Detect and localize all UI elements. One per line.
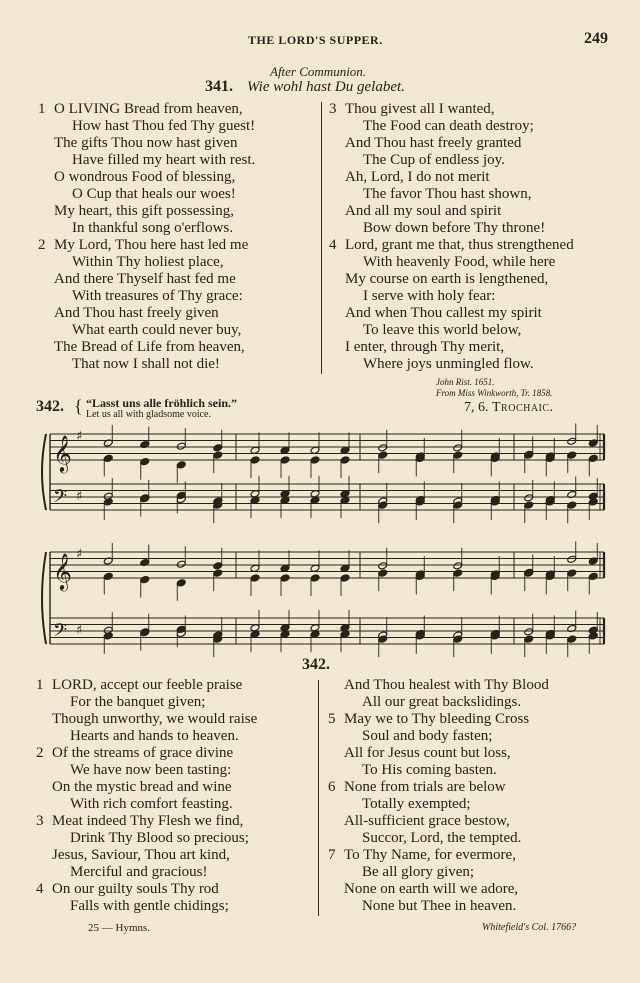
verse-text: And there Thyself hast fed me [54,271,236,287]
verse-text: Drink Thy Blood so precious; [70,830,249,846]
note-head [378,562,388,570]
verse-text: My Lord, Thou here hast led me [54,237,249,253]
verse-line [54,339,324,356]
tune-number: 342. [36,398,64,415]
verse-line [52,694,322,711]
note-head [524,451,534,459]
verse-line [54,203,324,220]
verse-line [36,813,322,830]
verse-number: 4 [36,881,44,897]
hymn-341-title [205,78,405,96]
note-head [453,451,463,459]
column-divider-2 [318,680,319,916]
note-head [453,569,463,577]
section-label: After Communion. [270,64,367,79]
running-title: THE LORD'S SUPPER. [248,33,383,47]
verse-text: And Thou healest with Thy Blood [344,677,549,693]
verse-text: The gifts Thou now hast given [54,135,238,151]
verse-line [344,728,609,745]
verse-line [38,101,324,118]
note-head [280,456,290,464]
verse-line [54,254,324,271]
note-head [567,501,577,509]
verse-number: 2 [38,237,46,253]
verse-text: Meat indeed Thy Flesh we find, [52,813,244,829]
column-divider [321,102,322,374]
note-head [340,456,350,464]
music-system-1 [36,422,608,534]
hymn-342-right-column [328,677,609,915]
note-head [103,454,113,462]
note-head [567,569,577,577]
verse-line [54,271,324,288]
meter-numbers: 7, 6. [464,400,489,415]
verse-text: And Thou hast freely granted [345,135,522,151]
verse-text: All our great backslidings. [362,694,522,710]
verse-text: Though unworthy, we would raise [52,711,258,727]
note-head [524,635,534,643]
tune-english-title: Let us all with gladsome voice. [86,409,211,420]
note-head [588,572,598,580]
hymn-342-source: Whitefield's Col. 1766? [482,922,577,933]
note-head [340,574,350,582]
verse-text: How hast Thou fed Thy guest! [72,118,256,134]
note-head [567,635,577,643]
verse-text: Ah, Lord, I do not merit [345,169,490,185]
verse-text: Totally exempted; [362,796,471,812]
verse-number: 1 [38,101,46,117]
note-head [213,444,223,452]
note-head [524,494,534,502]
verse-line [329,101,610,118]
verse-text: On our guilty souls Thy rod [52,881,219,897]
verse-text: My heart, this gift possessing, [54,203,234,219]
verse-number: 3 [36,813,44,829]
verse-text: Lord, grant me that, thus strengthened [345,237,574,253]
verse-line [344,898,609,915]
key-signature-sharp: ♯ [76,547,83,562]
system-brace [42,434,46,510]
verse-line [36,745,322,762]
verse-line [345,152,610,169]
note-head [524,501,534,509]
note-head [213,562,223,570]
verse-line [345,203,610,220]
verse-line [345,135,610,152]
note-head [176,442,186,450]
verse-number: 5 [328,711,336,727]
verse-line [345,220,610,237]
verse-text: I enter, through Thy merit, [345,339,505,355]
verse-line [52,847,322,864]
note-head [524,569,534,577]
note-head [140,629,150,637]
bass-clef: 𝄢 [53,620,68,646]
verse-line [52,779,322,796]
hymn-341-author: John Rist. 1651. [436,377,495,387]
note-head [140,576,150,584]
meter-name: Trochaic. [492,400,554,415]
verse-line [329,237,610,254]
music-system-2 [36,540,608,658]
verse-line [344,677,609,694]
verse-text: None on earth will we adore, [344,881,519,897]
verse-line [54,186,324,203]
verse-text: None from trials are below [344,779,506,795]
verse-line [344,762,609,779]
verse-line [345,186,610,203]
tune-meter [464,400,554,416]
treble-clef: 𝄞 [53,552,72,590]
note-head [567,437,577,445]
verse-line [345,118,610,135]
hymn-341-german-title: Wie wohl hast Du gelabet. [247,79,405,95]
key-signature-sharp: ♯ [76,429,83,444]
hymn-342-left-column [36,677,322,915]
verse-text: Soul and body fasten; [362,728,493,744]
verse-text: The Bread of Life from heaven, [54,339,245,355]
verse-text: For the banquet given; [70,694,206,710]
hymn-341-right-column [329,101,610,373]
verse-text: With treasures of Thy grace: [72,288,243,304]
note-head [103,572,113,580]
verse-number: 6 [328,779,336,795]
verse-line [52,830,322,847]
verse-line [345,322,610,339]
note-head [567,451,577,459]
note-head [567,555,577,563]
running-head [0,30,640,52]
verse-line [54,356,324,373]
verse-number: 1 [36,677,44,693]
note-head [378,451,388,459]
bass-clef: 𝄢 [53,486,68,512]
note-head [250,456,260,464]
tune-header [36,394,596,422]
note-head [310,456,320,464]
verse-line [52,711,322,728]
verse-text: Succor, Lord, the tempted. [362,830,522,846]
verse-text: None but Thee in heaven. [362,898,517,914]
verse-line [344,830,609,847]
verse-text: LORD, accept our feeble praise [52,677,243,693]
note-head [378,444,388,452]
verse-line [345,356,610,373]
note-head [280,574,290,582]
verse-number: 7 [328,847,336,863]
verse-line [345,271,610,288]
note-head [250,574,260,582]
verse-text: Be all glory given; [362,864,475,880]
note-head [588,454,598,462]
verse-text: O Cup that heals our woes! [72,186,236,202]
verse-text: I serve with holy fear: [363,288,496,304]
verse-line [328,779,609,796]
verse-text: With rich comfort feasting. [70,796,233,812]
note-head [176,560,186,568]
verse-line [52,728,322,745]
verse-line [52,898,322,915]
verse-line [344,796,609,813]
verse-text: All for Jesus count but loss, [344,745,511,761]
verse-line [345,254,610,271]
note-head [213,451,223,459]
verse-line [54,288,324,305]
verse-text: To leave this world below, [363,322,522,338]
system-brace [42,552,46,644]
signature-mark: 25 — Hymns. [88,922,151,934]
verse-text: Jesus, Saviour, Thou art kind, [52,847,230,863]
note-head [524,628,534,636]
verse-text: The Food can death destroy; [363,118,534,134]
note-head [453,444,463,452]
verse-line [328,847,609,864]
music-score-1 [36,422,608,534]
page-number: 249 [584,30,608,47]
verse-line [54,220,324,237]
verse-text: And Thou hast freely given [54,305,219,321]
verse-text: O LIVING Bread from heaven, [54,101,243,117]
verse-number: 3 [329,101,337,117]
note-head [176,579,186,587]
verse-text: With heavenly Food, while here [363,254,556,270]
verse-text: Merciful and gracious! [70,864,208,880]
treble-clef: 𝄞 [53,434,72,472]
verse-text: O wondrous Food of blessing, [54,169,236,185]
verse-text: The favor Thou hast shown, [363,186,532,202]
verse-line [54,169,324,186]
verse-text: All-sufficient grace bestow, [344,813,510,829]
verse-text: Thou givest all I wanted, [345,101,495,117]
verse-text: And when Thou callest my spirit [345,305,542,321]
verse-text: On the mystic bread and wine [52,779,232,795]
verse-line [36,881,322,898]
verse-line [36,677,322,694]
title-brace: { [74,396,83,416]
verse-text: Of the streams of grace divine [52,745,234,761]
verse-text: To Thy Name, for evermore, [344,847,516,863]
note-head [378,569,388,577]
verse-text: May we to Thy bleeding Cross [344,711,530,727]
note-head [453,562,463,570]
verse-line [344,881,609,898]
key-signature-sharp: ♯ [76,623,83,638]
hymn-342-number: 342. [302,656,330,673]
verse-text: Bow down before Thy throne! [363,220,546,236]
verse-line [38,237,324,254]
verse-line [54,322,324,339]
verse-line [345,339,610,356]
verse-text: Where joys unmingled flow. [363,356,534,372]
verse-text: That now I shall not die! [72,356,220,372]
verse-line [328,711,609,728]
verse-number: 2 [36,745,44,761]
note-head [310,574,320,582]
verse-line [54,305,324,322]
tune-german-title: “Lasst uns alle fröhlich sein.” [86,396,238,410]
verse-text: Falls with gentle chidings; [70,898,229,914]
hymn-341-number: 341. [205,78,233,95]
verse-text: My course on earth is lengthened, [345,271,549,287]
verse-line [54,135,324,152]
verse-text: We have now been tasting: [70,762,232,778]
verse-line [54,152,324,169]
verse-line [52,762,322,779]
verse-text: In thankful song o'erflows. [72,220,234,236]
verse-text: What earth could never buy, [72,322,242,338]
music-score-2 [36,540,608,658]
hymn-341-left-column [38,101,324,373]
verse-text: Hearts and hands to heaven. [70,728,239,744]
key-signature-sharp: ♯ [76,489,83,504]
verse-text: The Cup of endless joy. [363,152,505,168]
verse-text: And all my soul and spirit [345,203,502,219]
verse-text: To His coming basten. [362,762,497,778]
verse-line [52,796,322,813]
verse-line [54,118,324,135]
verse-line [345,169,610,186]
hymn-341-translator: From Miss Winkworth, Tr. 1858. [436,388,553,398]
verse-line [344,745,609,762]
verse-line [345,305,610,322]
note-head [140,458,150,466]
verse-line [344,864,609,881]
verse-line [52,864,322,881]
verse-number: 4 [329,237,337,253]
verse-line [344,813,609,830]
note-head [213,569,223,577]
verse-line [344,694,609,711]
note-head [140,495,150,503]
note-head [176,461,186,469]
verse-text: Within Thy holiest place, [72,254,224,270]
verse-text: Have filled my heart with rest. [72,152,256,168]
verse-line [345,288,610,305]
